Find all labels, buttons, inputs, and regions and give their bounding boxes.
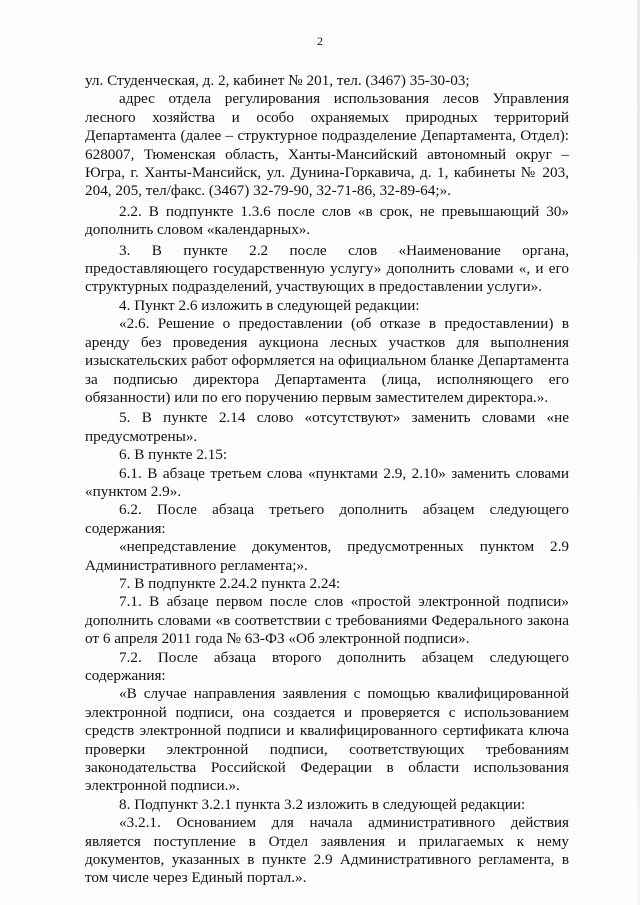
paragraph-item-3: 3. В пункте 2.2 после слов «Наименование органа, предоставляющего государственную услугу» дополнить словами «, и его структурных подразделений, участвующих в предоставлении услуги». [85, 241, 569, 296]
paragraph-item-4-quote: «2.6. Решение о предоставлении (об отказе в предоставлении) в аренду без проведения аукциона лесных участков для выполнения изыскательских работ оформляется на официальном бланке Департамента за подписью директора Департамента (лица, исполняющего его обязанности) или по его поручению первым заместителем директора.». [85, 315, 569, 406]
paragraph-item-6-2-quote: «непредставление документов, предусмотренных пунктом 2.9 Административного регламента;». [85, 538, 569, 574]
paragraph-address-continuation: ул. Студенческая, д. 2, кабинет № 201, тел. (3467) 35-30-03; [85, 72, 470, 89]
paragraph-item-6-2: 6.2. После абзаца третьего дополнить абзацем следующего содержания: [85, 501, 569, 537]
paragraph-item-8-quote: «3.2.1. Основанием для начала административного действия является поступление в Отдел заявления и прилагаемых к нему документов, указанных в пункте 2.9 Административного регламента, в том числе через Единый портал.». [85, 814, 569, 887]
paragraph-item-7-2: 7.2. После абзаца второго дополнить абзацем следующего содержания: [85, 648, 569, 684]
paragraph-item-4: 4. Пункт 2.6 изложить в следующей редакции: [119, 296, 420, 314]
document-body [85, 72, 569, 888]
paragraph-item-7-1: 7.1. В абзаце первом после слов «простой электронной подписи» дополнить словами «в соответствии с требованиями Федерального закона от 6 апреля 2011 года № 63-ФЗ «Об электронной подписи». [85, 593, 569, 648]
paragraph-item-2-2: 2.2. В подпункте 1.3.6 после слов «в срок, не превышающий 30» дополнить словом «календарных». [85, 202, 569, 239]
paragraph-item-7: 7. В подпункте 2.24.2 пункта 2.24: [119, 574, 341, 592]
paragraph-forestry-dept-address: адрес отдела регулирования использования лесов Управления лесного хозяйства и особо охраняемых природных территорий Департамента (далее – структурное подразделение Департамента, Отдел): 628007, Тюменская область, Ханты-Мансийский автономный округ – Югра, г. Ханты-Мансийск, ул. Дунина-Горкавича, д. 1, кабинеты № 203, 204, 205, тел/факс. (3467) 32-79-90, 32-71-86, 32-89-64;». [85, 90, 569, 200]
paragraph-item-7-2-quote: «В случае направления заявления с помощью квалифицированной электронной подписи, она создается и проверяется с использованием средств электронной подписи и квалифицированного сертификата ключа проверки электронной подписи, соответствующих требованиям законодательства Российской Федерации в области использования электронной подписи.». [85, 685, 569, 795]
paragraph-item-6-1: 6.1. В абзаце третьем слова «пунктами 2.9, 2.10» заменить словами «пунктом 2.9». [85, 464, 569, 500]
paragraph-item-5: 5. В пункте 2.14 слово «отсутствуют» заменить словами «не предусмотрены». [85, 409, 569, 445]
paragraph-item-6: 6. В пункте 2.15: [119, 446, 228, 464]
paragraph-item-8: 8. Подпункт 3.2.1 пункта 3.2 изложить в следующей редакции: [119, 795, 526, 813]
page-number: 2 [317, 34, 323, 48]
